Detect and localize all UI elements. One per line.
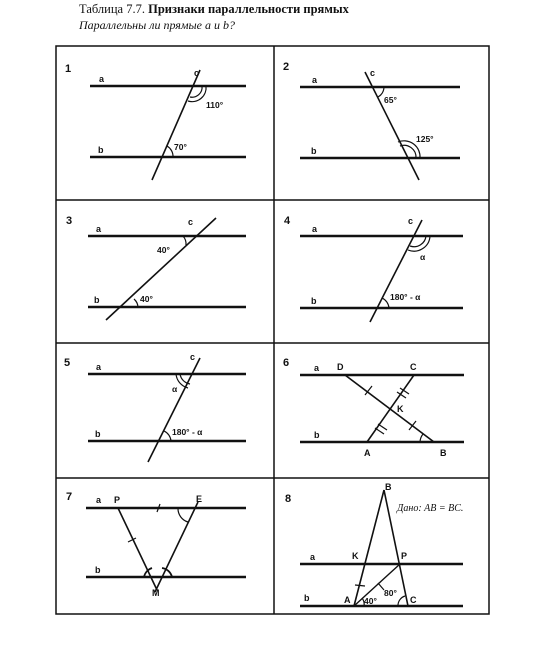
angle-label-125: 125° — [416, 134, 434, 144]
label-C: C — [410, 595, 417, 605]
table-prefix: Таблица 7.7. — [79, 2, 145, 16]
segment-EM — [155, 502, 198, 592]
angle-label-70: 70° — [174, 142, 187, 152]
angle-arc-70 — [167, 146, 173, 157]
table-grid — [56, 46, 489, 614]
label-b: b — [314, 430, 320, 440]
angle-arc-E — [178, 508, 188, 522]
panel-8 — [285, 482, 463, 606]
angle-label-65: 65° — [384, 95, 397, 105]
label-c: c — [190, 352, 196, 362]
panel-5 — [64, 352, 246, 462]
segment-CA — [367, 375, 414, 442]
angle-label-110: 110° — [206, 100, 224, 110]
table-title: Признаки параллельности прямых — [148, 2, 349, 16]
label-D: D — [337, 362, 344, 372]
label-C: C — [410, 362, 417, 372]
panel-number: 7 — [66, 491, 73, 503]
label-A: A — [344, 595, 351, 605]
panel-number: 8 — [285, 493, 292, 505]
panel-4 — [284, 215, 463, 322]
angle-arc-C — [398, 596, 405, 606]
label-c: c — [188, 217, 194, 227]
label-a: a — [96, 224, 102, 234]
label-c: c — [370, 68, 376, 78]
angle-label-40: 40° — [364, 596, 377, 606]
tick-AK — [355, 585, 365, 586]
label-K: K — [397, 404, 404, 414]
label-A: A — [364, 448, 371, 458]
label-b: b — [95, 565, 101, 575]
label-a: a — [314, 363, 320, 373]
label-P: P — [401, 551, 408, 561]
label-a: a — [312, 224, 318, 234]
segment-BA — [354, 490, 384, 606]
label-B: B — [440, 448, 447, 458]
table-border — [56, 46, 489, 614]
panel-number: 6 — [283, 357, 290, 369]
angle-label-40-top: 40° — [157, 245, 170, 255]
panel-number: 1 — [65, 63, 72, 75]
label-E: E — [196, 494, 203, 504]
angle-arc-180-alpha — [164, 431, 171, 441]
angle-arc-110-outer — [188, 86, 206, 102]
angle-label-180-alpha: 180° - α — [390, 292, 421, 302]
panel-number: 2 — [283, 61, 290, 73]
angle-arc-alpha-outer — [408, 236, 430, 251]
angle-label-80: 80° — [384, 588, 397, 598]
angle-label-40-bottom: 40° — [140, 294, 153, 304]
label-a: a — [96, 362, 102, 372]
segment-DB — [345, 375, 434, 442]
given-statement: Дано: AB = BC. — [397, 503, 464, 514]
panel-number: 4 — [284, 215, 291, 227]
label-b: b — [98, 145, 104, 155]
panel-3 — [66, 215, 246, 320]
angle-label-180-alpha: 180° - α — [172, 427, 203, 437]
label-a: a — [312, 75, 318, 85]
panel-2 — [283, 61, 460, 180]
panel-6 — [283, 357, 464, 458]
panel-7 — [66, 491, 246, 598]
label-c: c — [194, 68, 200, 78]
tick-KA-2 — [375, 428, 384, 434]
label-a: a — [310, 552, 316, 562]
label-M: M — [152, 588, 160, 598]
angle-label-alpha: α — [420, 252, 426, 262]
label-c: c — [408, 216, 414, 226]
label-b: b — [94, 295, 100, 305]
label-b: b — [304, 593, 310, 603]
question-text: Параллельны ли прямые a и b? — [79, 18, 235, 32]
panel-number: 3 — [66, 215, 73, 227]
angle-arc-40-top — [183, 236, 186, 245]
label-a: a — [99, 74, 105, 84]
transversal-c — [106, 218, 216, 320]
label-P: P — [114, 495, 121, 505]
label-b: b — [311, 296, 317, 306]
angle-label-alpha: α — [172, 384, 178, 394]
label-b: b — [311, 146, 317, 156]
label-B: B — [385, 482, 392, 492]
tick-KA-1 — [378, 424, 387, 430]
label-K: K — [352, 551, 359, 561]
label-b: b — [95, 429, 101, 439]
panel-1 — [65, 63, 246, 180]
panel-number: 5 — [64, 357, 71, 369]
label-a: a — [96, 495, 102, 505]
angle-arc-180-alpha — [382, 298, 389, 308]
